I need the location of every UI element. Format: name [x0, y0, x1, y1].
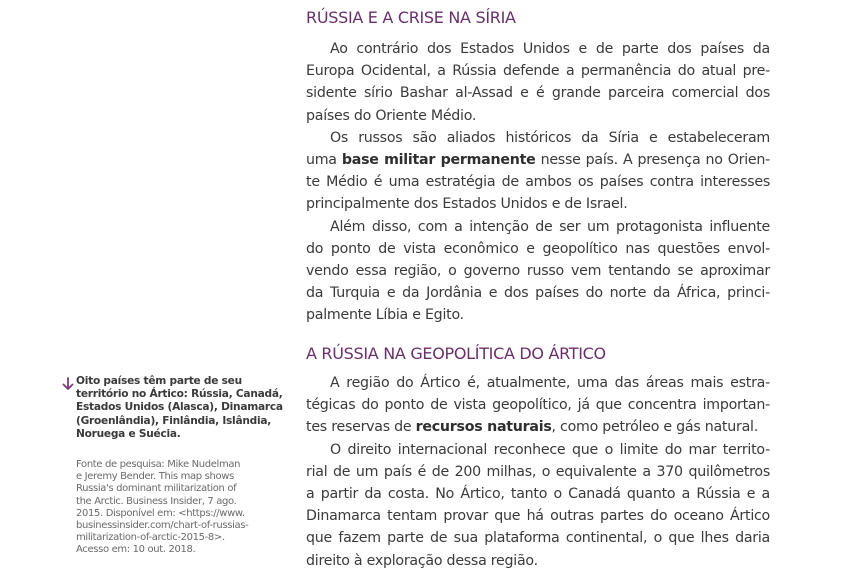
text-line: [306, 149, 770, 171]
paragraph: [306, 216, 770, 327]
text-line: O direito internacional reconhece que o limite do mar territo-: [330, 441, 770, 458]
text-line: direito à exploração dessa região.: [306, 552, 538, 569]
text-line: a partir da costa. No Ártico, tanto o Canadá quanto a Rússia e a: [306, 486, 770, 503]
caption-title-line: (Groenlândia), Finlândia, Islândia,: [76, 414, 272, 427]
caption-source-line: 2015. Disponível em: <https://www.: [76, 507, 245, 519]
text-run: , como petróleo e gás natural.: [551, 419, 758, 436]
caption-title-line: Noruega e Suécia.: [76, 427, 181, 440]
text-line: tégicas do ponto de vista geopolítico, já que concentra importan-: [306, 397, 770, 414]
section-heading: A RÚSSIA NA GEOPOLÍTICA DO ÁRTICO: [306, 344, 606, 363]
paragraph: [306, 38, 770, 127]
caption-source: [76, 459, 248, 557]
key-term: base militar permanente: [341, 152, 536, 169]
paragraph: [306, 372, 770, 439]
caption-source-line: businessinsider.com/chart-of-russias-: [76, 520, 249, 532]
text-line: principalmente dos Estados Unidos e de Israel.: [306, 196, 628, 213]
caption-title-line: Oito países têm parte de seu: [76, 375, 242, 387]
text-line: sidente sírio Bashar al-Assad e é grande parceira comercial dos: [306, 85, 770, 102]
text-line: rial de um país é de 200 milhas, o equivalente a 370 quilômetros: [306, 463, 770, 480]
caption-source-line: Fonte de pesquisa: Mike Nudelman: [76, 459, 241, 470]
text-line: que fazem parte de sua plataforma continental, o que lhes daria: [306, 530, 770, 547]
text-line: Além disso, com a intenção de ser um protagonista influente: [330, 218, 770, 235]
text-line: Os russos são aliados históricos da Síria e estabeleceram: [330, 129, 770, 146]
arrow-down-icon: [62, 377, 74, 391]
caption-title: [76, 375, 283, 441]
section-russia-syria: [306, 6, 770, 327]
text-run: nesse país. A presença no Orien-: [535, 152, 771, 169]
caption-source-line: Acesso em: 10 out. 2018.: [76, 544, 196, 556]
text-line: te Médio é uma estratégia de ambos os países contra interesses: [306, 174, 770, 191]
paragraph: [306, 127, 770, 216]
text-run: tes reservas de: [306, 419, 416, 436]
text-line: [306, 416, 770, 438]
caption-title-line: território no Ártico: Rússia, Canadá,: [76, 388, 283, 401]
section-body: [306, 372, 770, 572]
section-russia-arctic: [306, 342, 770, 572]
text-run: uma: [306, 152, 342, 169]
paragraph: [306, 439, 770, 572]
text-line: Europa Ocidental, a Rússia defende a permanência do atual pre-: [306, 63, 770, 80]
caption-title-line: Estados Unidos (Alasca), Dinamarca: [76, 401, 283, 414]
text-line: Dinamarca tentam provar que há outras partes do oceano Ártico: [306, 508, 770, 525]
caption-source-line: Russia's dominant militarization of: [76, 483, 237, 495]
section-body: [306, 38, 770, 327]
caption-source-line: militarization-of-arctic-2015-8>.: [76, 532, 225, 544]
text-line: da Turquia e da Jordânia e dos países do norte da África, princi-: [306, 285, 770, 302]
key-term: recursos naturais: [415, 419, 552, 436]
section-heading: RÚSSIA E A CRISE NA SÍRIA: [306, 8, 516, 27]
text-line: países do Oriente Médio.: [306, 107, 477, 124]
text-line: vendo essa região, o governo russo vem tentando se aproximar: [306, 263, 770, 280]
caption-source-line: e Jeremy Bender. This map shows: [76, 471, 234, 483]
text-line: palmente Líbia e Egito.: [306, 307, 464, 324]
caption-source-line: the Arctic. Business Insider, 7 ago.: [76, 495, 237, 507]
text-line: do ponto de vista econômico e geopolítico nas questões envol-: [306, 240, 770, 257]
text-line: Ao contrário dos Estados Unidos e de parte dos países da: [330, 41, 770, 57]
text-line: A região do Ártico é, atualmente, uma das áreas mais estra-: [330, 375, 770, 391]
